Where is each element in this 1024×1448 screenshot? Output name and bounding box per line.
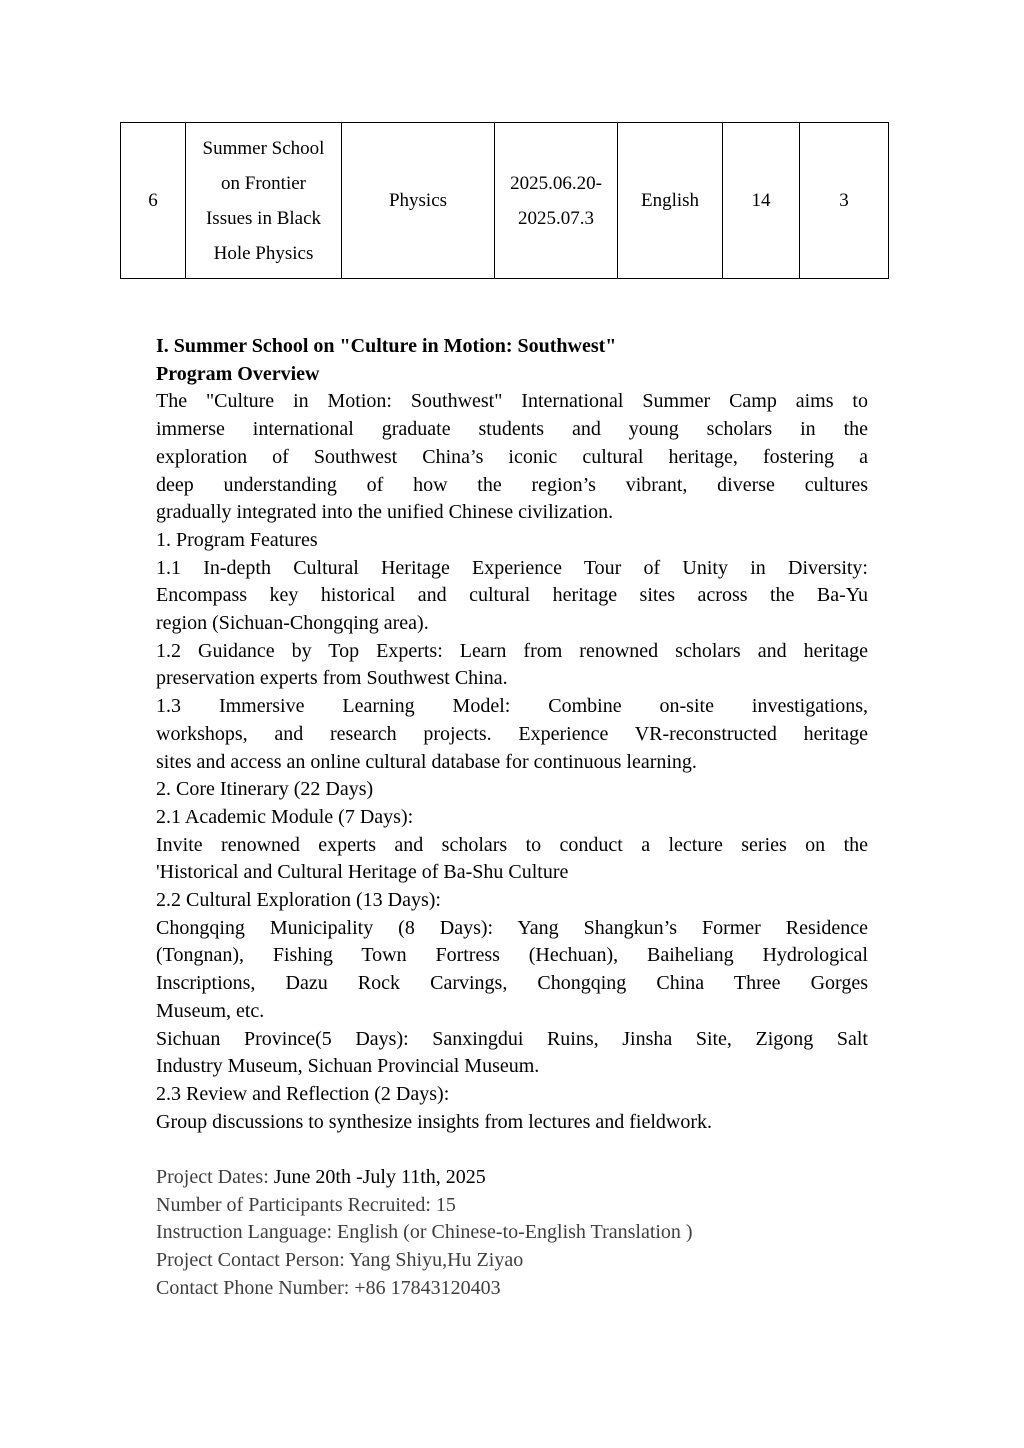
academic-module-heading [156, 804, 868, 832]
cell-quota [800, 123, 889, 279]
feature-1-2 [156, 638, 868, 693]
table-cell-line: Hole Physics [213, 242, 314, 264]
section-title [156, 333, 868, 361]
text-line: Program Overview [156, 362, 320, 385]
text-line: 2.3 Review and Reflection (2 Days): [156, 1082, 450, 1105]
text-line: 1.1 In-depth Cultural Heritage Experience Tour of Unity in Diversity: [156, 556, 868, 579]
feature-1-3 [156, 693, 868, 776]
program-features-heading [156, 527, 868, 555]
label-text: Project Dates: [156, 1166, 274, 1189]
text-line: deep understanding of how the region’s vibrant, diverse cultures [156, 473, 868, 496]
contact-phone-line [156, 1275, 868, 1303]
contact-person-line [156, 1247, 868, 1275]
instruction-language-line [156, 1219, 868, 1247]
text-line: (Tongnan), Fishing Town Fortress (Hechuan), Baiheliang Hydrological [156, 944, 868, 967]
text-line: Group discussions to synthesize insights from lectures and fieldwork. [156, 1110, 713, 1133]
text-line: 1.2 Guidance by Top Experts: Learn from renowned scholars and heritage [156, 639, 868, 662]
review-reflection-heading [156, 1081, 868, 1109]
text-line: Chongqing Municipality (8 Days): Yang Shangkun’s Former Residence [156, 916, 868, 939]
contact-block [156, 1164, 868, 1303]
review-reflection-paragraph [156, 1109, 868, 1137]
table-cell-line: Issues in Black [205, 207, 322, 229]
text-line: immerse international graduate students and young scholars in the [156, 418, 868, 441]
table-cell-line: 2025.06.20- [510, 172, 602, 194]
text-line: exploration of Southwest China’s iconic cultural heritage, fostering a [156, 445, 868, 468]
text-line: 2.1 Academic Module (7 Days): [156, 805, 414, 828]
label-text: Contact Phone Number: +86 17843120403 [156, 1276, 501, 1299]
text-line: 1. Program Features [156, 528, 318, 551]
text-line: Industry Museum, Sichuan Provincial Museum. [156, 1055, 540, 1078]
program-table [120, 122, 889, 279]
table-cell-line: English [640, 190, 700, 211]
text-line: The "Culture in Motion: Southwest" International Summer Camp aims to [156, 390, 868, 413]
document-body [156, 333, 868, 1303]
text-line: I. Summer School on "Culture in Motion: Southwest" [156, 335, 617, 357]
text-line: gradually integrated into the unified Chinese civilization. [156, 501, 614, 524]
text-line: 2.2 Cultural Exploration (13 Days): [156, 889, 441, 912]
text-line: 1.3 Immersive Learning Model: Combine on-site investigations, [156, 695, 868, 718]
table-cell-line: Summer School [202, 137, 325, 159]
value-text: June 20th -July 11th, 2025 [273, 1166, 486, 1189]
chongqing-paragraph [156, 915, 868, 1026]
sichuan-paragraph [156, 1026, 868, 1081]
text-line: Museum, etc. [156, 999, 265, 1022]
program-overview-heading [156, 361, 868, 389]
text-line: 'Historical and Cultural Heritage of Ba-Shu Culture [156, 861, 569, 884]
program-table-row [121, 123, 889, 279]
cultural-exploration-heading [156, 887, 868, 915]
table-cell-line: Physics [388, 190, 448, 211]
body-paragraphs [156, 333, 868, 1136]
cell-days [723, 123, 800, 279]
text-line: Invite renowned experts and scholars to conduct a lecture series on the [156, 833, 868, 856]
table-cell-line: 2025.07.3 [518, 207, 594, 229]
label-text: Instruction Language: English (or Chinese-to-English Translation ) [156, 1221, 693, 1244]
text-line: sites and access an online cultural database for continuous learning. [156, 750, 697, 773]
table-cell-line: 6 [148, 190, 158, 211]
feature-1-1 [156, 555, 868, 638]
project-dates-line [156, 1164, 868, 1192]
cell-dates [495, 123, 618, 279]
overview-paragraph [156, 388, 868, 527]
academic-module-paragraph [156, 832, 868, 887]
table-cell-line: on Frontier [221, 172, 306, 194]
text-line: Sichuan Province(5 Days): Sanxingdui Ruins, Jinsha Site, Zigong Salt [156, 1027, 868, 1050]
text-line: Encompass key historical and cultural heritage sites across the Ba-Yu [156, 584, 868, 607]
label-text: Project Contact Person: Yang Shiyu,Hu Ziyao [156, 1249, 524, 1272]
cell-language [618, 123, 723, 279]
text-line: region (Sichuan-Chongqing area). [156, 612, 429, 635]
text-line: preservation experts from Southwest China. [156, 667, 508, 690]
cell-row-number [121, 123, 186, 279]
text-line: workshops, and research projects. Experience VR-reconstructed heritage [156, 722, 868, 745]
text-line: 2. Core Itinerary (22 Days) [156, 778, 374, 801]
label-text: Number of Participants Recruited: 15 [156, 1193, 456, 1216]
participants-line [156, 1192, 868, 1220]
cell-discipline [342, 123, 495, 279]
table-cell-line: 3 [839, 190, 849, 211]
core-itinerary-heading [156, 776, 868, 804]
text-line: Inscriptions, Dazu Rock Carvings, Chongqing China Three Gorges [156, 972, 868, 995]
table-cell-line: 14 [751, 190, 771, 211]
cell-program-name [186, 123, 342, 279]
